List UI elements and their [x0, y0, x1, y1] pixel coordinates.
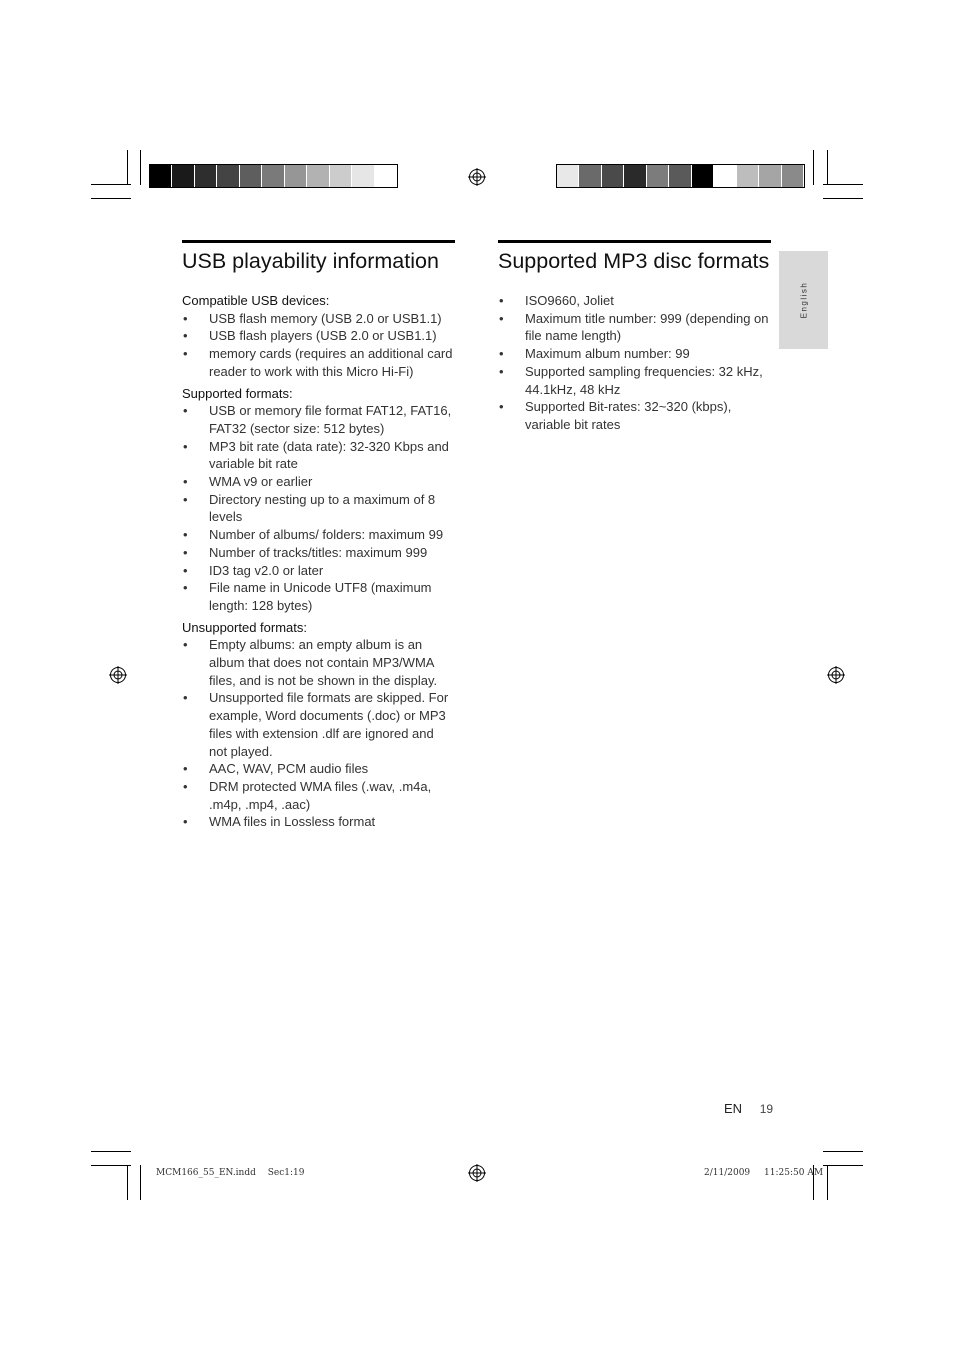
- registration-mark-icon: [468, 1164, 486, 1182]
- section-rule: [498, 240, 771, 243]
- color-swatch: [307, 165, 329, 187]
- color-swatch: [759, 165, 781, 187]
- language-tab: [779, 251, 828, 349]
- section-rule: [182, 240, 455, 243]
- list-item: • Unsupported file formats are skipped. For example, Word documents (.doc) or MP3 files with extension .dlf are ignored and not played.: [182, 689, 455, 760]
- unsupported-formats-label: Unsupported formats:: [182, 619, 308, 635]
- crop-mark: [813, 150, 814, 185]
- color-swatch: [782, 165, 804, 187]
- list-item: • ISO9660, Joliet: [498, 292, 771, 310]
- color-swatch: [262, 165, 284, 187]
- list-item: • WMA files in Lossless format: [182, 813, 455, 831]
- color-swatch: [737, 165, 759, 187]
- supported-formats-list: [182, 402, 455, 614]
- crop-mark: [823, 1165, 863, 1166]
- crop-mark: [91, 184, 131, 185]
- crop-mark: [823, 198, 863, 199]
- color-swatch: [579, 165, 601, 187]
- supported-formats-label: Supported formats:: [182, 385, 293, 401]
- mp3-disc-formats-section: [498, 240, 771, 434]
- registration-mark-icon: [468, 168, 486, 186]
- color-swatch: [557, 165, 579, 187]
- print-slug-right: [704, 1168, 823, 1178]
- list-item: • Maximum album number: 99: [498, 345, 771, 363]
- footer-language: EN: [724, 1101, 743, 1116]
- list-item: • memory cards (requires an additional card reader to work with this Micro Hi-Fi): [182, 345, 455, 380]
- crop-mark: [827, 1165, 828, 1200]
- list-item: • Number of tracks/titles: maximum 999: [182, 544, 455, 562]
- list-item: • Directory nesting up to a maximum of 8 levels: [182, 491, 455, 526]
- crop-mark: [140, 150, 141, 185]
- crop-mark: [823, 1151, 863, 1152]
- color-swatch: [692, 165, 714, 187]
- slug-date: 2/11/2009: [704, 1168, 751, 1178]
- compatible-devices-list: [182, 310, 455, 381]
- color-calibration-bar-right: [556, 164, 805, 188]
- usb-playability-section: [182, 240, 455, 831]
- list-item: • Supported sampling frequencies: 32 kHz, 44.1kHz, 48 kHz: [498, 363, 771, 398]
- list-item: • AAC, WAV, PCM audio files: [182, 760, 455, 778]
- crop-mark: [127, 150, 128, 185]
- crop-mark: [827, 150, 828, 185]
- section-title: Supported MP3 disc formats: [498, 249, 770, 273]
- list-item: • USB flash memory (USB 2.0 or USB1.1): [182, 310, 455, 328]
- color-swatch: [375, 165, 397, 187]
- color-swatch: [150, 165, 172, 187]
- slug-file: MCM166_55_EN.indd: [156, 1168, 256, 1178]
- list-item: • Maximum title number: 999 (depending on file name length): [498, 310, 771, 345]
- section-title: USB playability information: [182, 249, 439, 273]
- color-calibration-bar-left: [149, 164, 398, 188]
- crop-mark: [91, 198, 131, 199]
- list-item: • USB or memory file format FAT12, FAT16, FAT32 (sector size: 512 bytes): [182, 402, 455, 437]
- list-item: • MP3 bit rate (data rate): 32-320 Kbps and variable bit rate: [182, 438, 455, 473]
- crop-mark: [140, 1165, 141, 1200]
- list-item: • Number of albums/ folders: maximum 99: [182, 526, 455, 544]
- crop-mark: [91, 1165, 131, 1166]
- crop-mark: [127, 1165, 128, 1200]
- list-item: • ID3 tag v2.0 or later: [182, 562, 455, 580]
- slug-section: Sec1:19: [267, 1168, 305, 1178]
- slug-time: 11:25:50 AM: [764, 1168, 824, 1178]
- list-item: • Supported Bit-rates: 32~320 (kbps), variable bit rates: [498, 398, 771, 433]
- list-item: • Empty albums: an empty album is an album that does not contain MP3/WMA files, and is not be shown in the display.: [182, 636, 455, 689]
- mp3-formats-list: [498, 292, 771, 434]
- color-swatch: [647, 165, 669, 187]
- crop-mark: [91, 1151, 131, 1152]
- page-number: 19: [759, 1102, 774, 1116]
- list-item: • USB flash players (USB 2.0 or USB1.1): [182, 327, 455, 345]
- color-swatch: [217, 165, 239, 187]
- color-swatch: [624, 165, 646, 187]
- crop-mark: [823, 184, 863, 185]
- color-swatch: [172, 165, 194, 187]
- page-footer: [724, 1101, 773, 1116]
- compatible-devices-label: Compatible USB devices:: [182, 293, 330, 308]
- print-slug-left: [156, 1168, 305, 1178]
- list-item: • File name in Unicode UTF8 (maximum length: 128 bytes): [182, 579, 455, 614]
- color-swatch: [240, 165, 262, 187]
- registration-mark-icon: [827, 666, 845, 684]
- language-tab-label: English: [799, 281, 808, 319]
- unsupported-formats-list: [182, 636, 455, 831]
- color-swatch: [352, 165, 374, 187]
- color-swatch: [669, 165, 691, 187]
- color-swatch: [714, 165, 736, 187]
- registration-mark-icon: [109, 666, 127, 684]
- list-item: • WMA v9 or earlier: [182, 473, 455, 491]
- color-swatch: [285, 165, 307, 187]
- color-swatch: [330, 165, 352, 187]
- color-swatch: [195, 165, 217, 187]
- list-item: • DRM protected WMA files (.wav, .m4a, .m4p, .mp4, .aac): [182, 778, 455, 813]
- color-swatch: [602, 165, 624, 187]
